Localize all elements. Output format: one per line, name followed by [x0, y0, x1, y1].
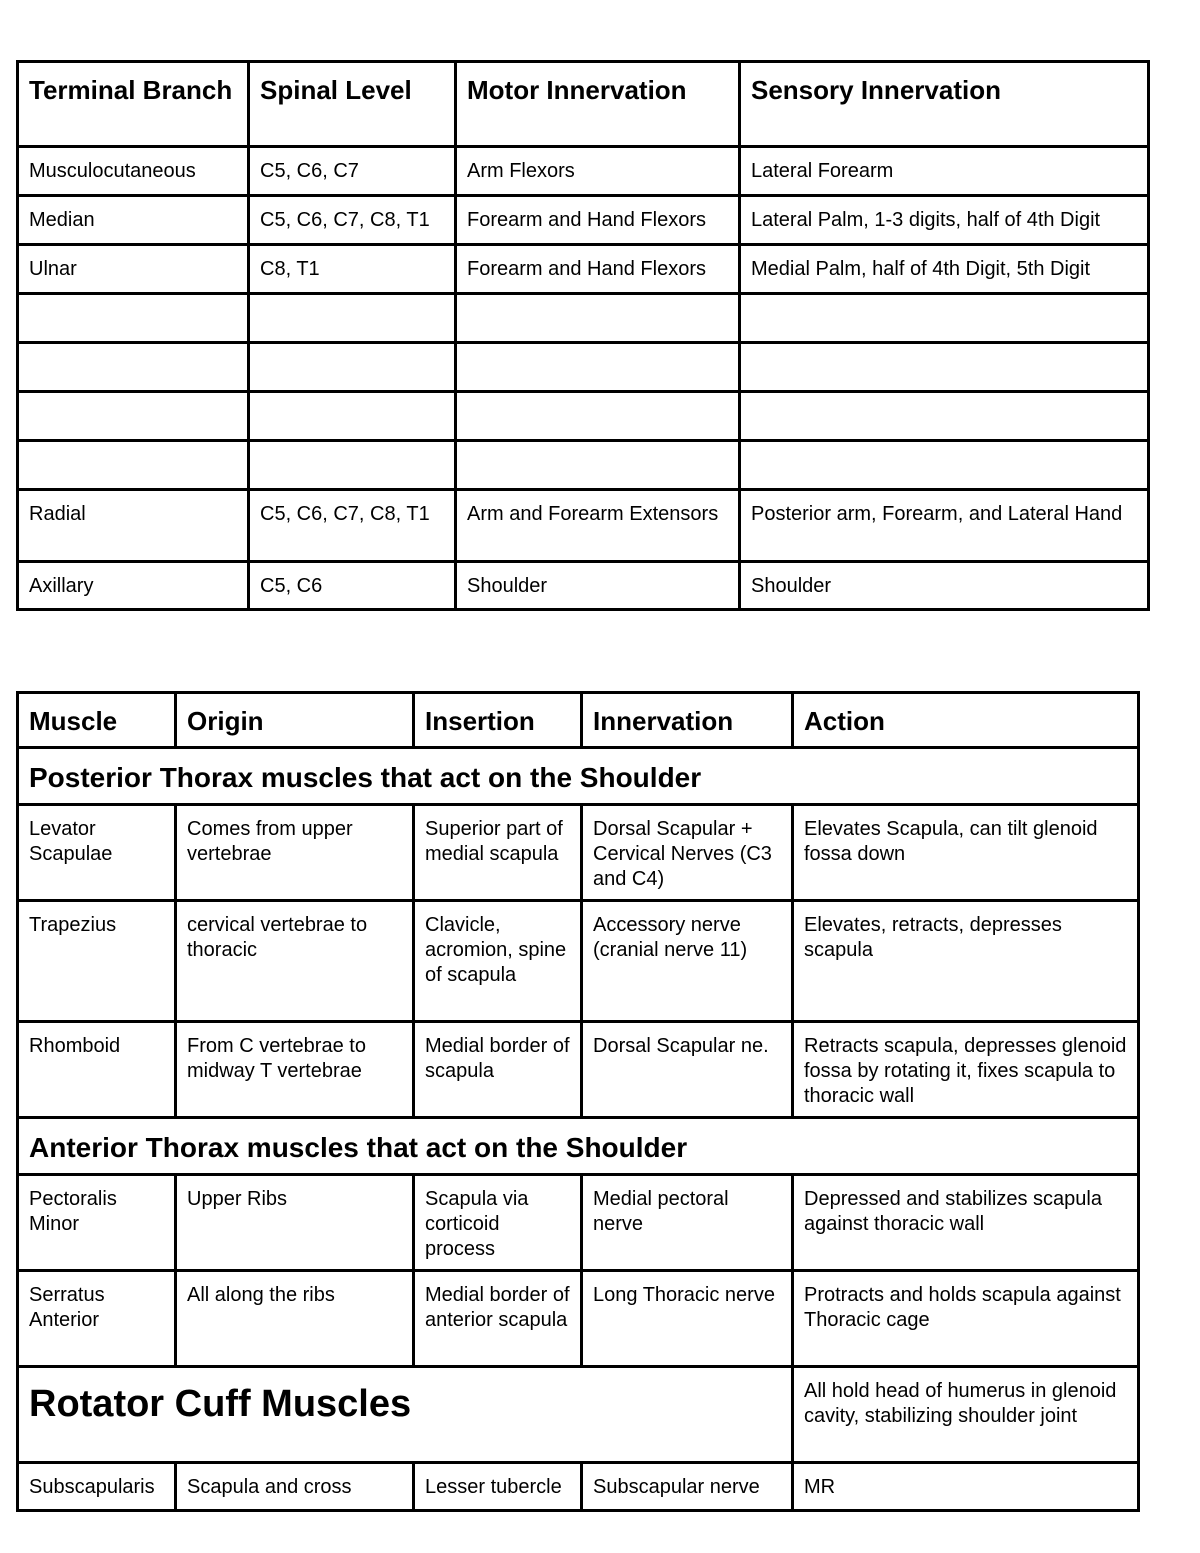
cell-action: Depressed and stabilizes scapula against thoracic wall [793, 1175, 1139, 1271]
cell-sensory: Medial Palm, half of 4th Digit, 5th Digit [740, 245, 1149, 294]
cell-origin: From C vertebrae to midway T vertebrae [176, 1022, 414, 1118]
cell-branch: Musculocutaneous [18, 147, 249, 196]
cell-empty [249, 343, 456, 392]
cell-innervation: Dorsal Scapular + Cervical Nerves (C3 and C4) [582, 805, 793, 901]
cell-action: MR [793, 1463, 1139, 1511]
cell-sensory: Lateral Forearm [740, 147, 1149, 196]
cell-muscle: Serratus Anterior [18, 1271, 176, 1367]
cell-origin: Comes from upper vertebrae [176, 805, 414, 901]
cell-insertion: Medial border of anterior scapula [414, 1271, 582, 1367]
muscle-header-row [18, 693, 1139, 748]
header-motor-innervation: Motor Innervation [456, 62, 740, 147]
rotator-note: All hold head of humerus in glenoid cavity, stabilizing shoulder joint [793, 1367, 1139, 1463]
header-terminal-branch: Terminal Branch [18, 62, 249, 147]
cell-action: Elevates, retracts, depresses scapula [793, 901, 1139, 1022]
cell-empty [18, 294, 249, 343]
header-innervation: Innervation [582, 693, 793, 748]
cell-empty [18, 343, 249, 392]
table-row [18, 805, 1139, 901]
table-row [18, 196, 1149, 245]
cell-innervation: Accessory nerve (cranial nerve 11) [582, 901, 793, 1022]
cell-motor: Arm and Forearm Extensors [456, 490, 740, 562]
cell-branch: Radial [18, 490, 249, 562]
section-row-rotator [18, 1367, 1139, 1463]
cell-branch: Axillary [18, 562, 249, 610]
cell-origin: Upper Ribs [176, 1175, 414, 1271]
cell-empty [18, 441, 249, 490]
cell-origin: Scapula and cross [176, 1463, 414, 1511]
cell-empty [249, 392, 456, 441]
section-heading-rotator: Rotator Cuff Muscles [18, 1367, 793, 1463]
cell-motor: Forearm and Hand Flexors [456, 196, 740, 245]
nerve-branch-table [16, 60, 1150, 611]
cell-empty [18, 392, 249, 441]
cell-branch: Ulnar [18, 245, 249, 294]
empty-row [18, 294, 1149, 343]
cell-insertion: Clavicle, acromion, spine of scapula [414, 901, 582, 1022]
cell-motor: Arm Flexors [456, 147, 740, 196]
section-row-posterior [18, 748, 1139, 805]
table-row [18, 147, 1149, 196]
cell-muscle: Subscapularis [18, 1463, 176, 1511]
cell-spinal-level: C8, T1 [249, 245, 456, 294]
cell-action: Protracts and holds scapula against Thoracic cage [793, 1271, 1139, 1367]
table-row [18, 245, 1149, 294]
muscle-table [16, 691, 1140, 1512]
header-muscle: Muscle [18, 693, 176, 748]
cell-innervation: Long Thoracic nerve [582, 1271, 793, 1367]
section-row-anterior [18, 1118, 1139, 1175]
cell-innervation: Medial pectoral nerve [582, 1175, 793, 1271]
cell-muscle: Trapezius [18, 901, 176, 1022]
table-row [18, 1463, 1139, 1511]
empty-row [18, 343, 1149, 392]
table-row [18, 1175, 1139, 1271]
cell-spinal-level: C5, C6, C7, C8, T1 [249, 196, 456, 245]
table-row [18, 1271, 1139, 1367]
cell-motor: Forearm and Hand Flexors [456, 245, 740, 294]
cell-branch: Median [18, 196, 249, 245]
cell-empty [249, 441, 456, 490]
cell-empty [456, 392, 740, 441]
header-origin: Origin [176, 693, 414, 748]
cell-muscle: Pectoralis Minor [18, 1175, 176, 1271]
empty-row [18, 441, 1149, 490]
cell-sensory: Posterior arm, Forearm, and Lateral Hand [740, 490, 1149, 562]
cell-empty [740, 343, 1149, 392]
table-row [18, 490, 1149, 562]
header-action: Action [793, 693, 1139, 748]
nerve-header-row [18, 62, 1149, 147]
header-spinal-level: Spinal Level [249, 62, 456, 147]
table-row [18, 901, 1139, 1022]
empty-row [18, 392, 1149, 441]
header-sensory-innervation: Sensory Innervation [740, 62, 1149, 147]
cell-innervation: Subscapular nerve [582, 1463, 793, 1511]
cell-empty [456, 294, 740, 343]
cell-origin: All along the ribs [176, 1271, 414, 1367]
cell-innervation: Dorsal Scapular ne. [582, 1022, 793, 1118]
section-heading-posterior: Posterior Thorax muscles that act on the Shoulder [18, 748, 1139, 805]
cell-empty [456, 343, 740, 392]
cell-insertion: Superior part of medial scapula [414, 805, 582, 901]
cell-insertion: Medial border of scapula [414, 1022, 582, 1118]
cell-empty [740, 294, 1149, 343]
cell-empty [740, 441, 1149, 490]
table-row [18, 562, 1149, 610]
cell-sensory: Shoulder [740, 562, 1149, 610]
section-heading-anterior: Anterior Thorax muscles that act on the Shoulder [18, 1118, 1139, 1175]
cell-insertion: Lesser tubercle [414, 1463, 582, 1511]
cell-insertion: Scapula via corticoid process [414, 1175, 582, 1271]
cell-spinal-level: C5, C6 [249, 562, 456, 610]
cell-spinal-level: C5, C6, C7 [249, 147, 456, 196]
header-insertion: Insertion [414, 693, 582, 748]
cell-motor: Shoulder [456, 562, 740, 610]
cell-empty [456, 441, 740, 490]
cell-muscle: Levator Scapulae [18, 805, 176, 901]
cell-action: Retracts scapula, depresses glenoid fossa by rotating it, fixes scapula to thoracic wall [793, 1022, 1139, 1118]
cell-sensory: Lateral Palm, 1-3 digits, half of 4th Digit [740, 196, 1149, 245]
cell-spinal-level: C5, C6, C7, C8, T1 [249, 490, 456, 562]
cell-muscle: Rhomboid [18, 1022, 176, 1118]
cell-empty [249, 294, 456, 343]
cell-action: Elevates Scapula, can tilt glenoid fossa down [793, 805, 1139, 901]
cell-empty [740, 392, 1149, 441]
table-row [18, 1022, 1139, 1118]
cell-origin: cervical vertebrae to thoracic [176, 901, 414, 1022]
